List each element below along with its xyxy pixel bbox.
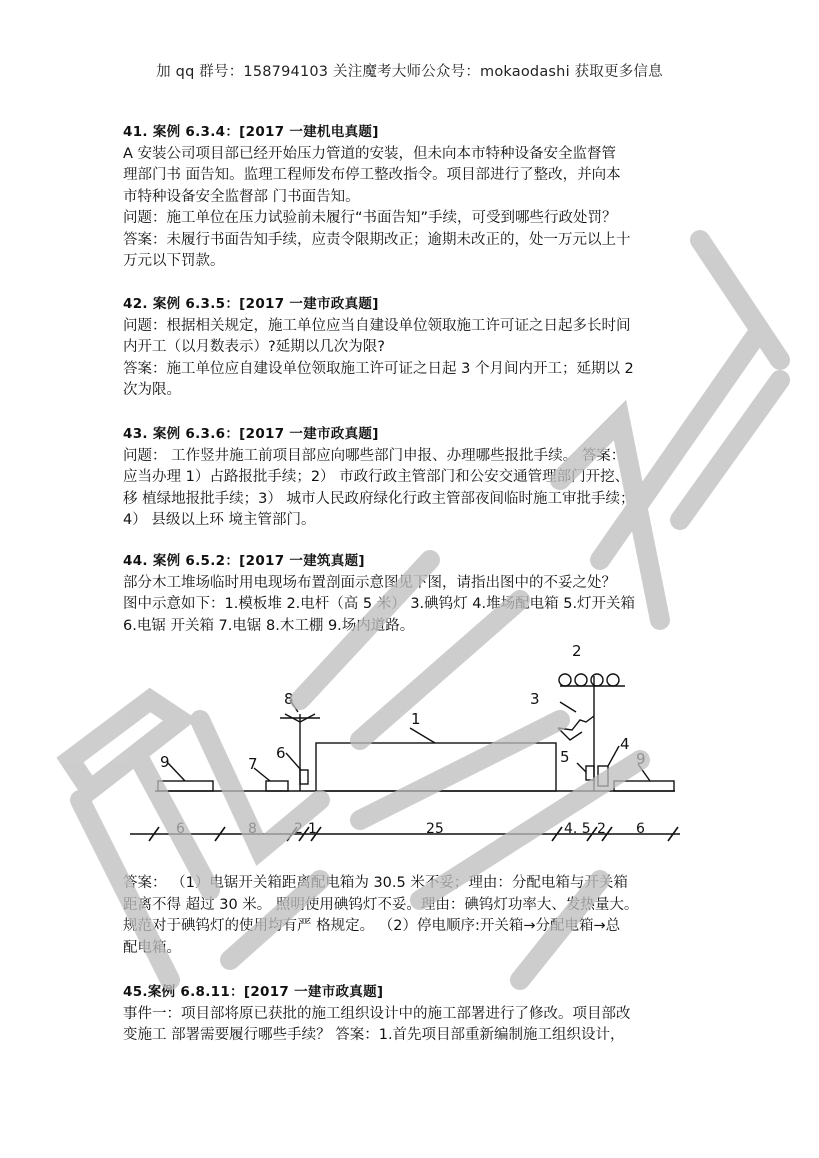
case-45: [123, 982, 703, 1047]
case-41-line: 理部门书 面告知。监理工程师发布停工整改指令。项目部进行了整改，并向本: [123, 167, 621, 183]
case-41: [123, 122, 703, 273]
case-41-title: 41. 案例 6.3.4：[2017 一建机电真题]: [123, 124, 379, 140]
case-45-line: 变施工 部署需要履行哪些手续？ 答案：1.首先项目部重新编制施工组织设计，: [123, 1027, 625, 1043]
electric-saw: [266, 781, 288, 791]
case-41-line: 市特种设备安全监督部 门书面告知。: [123, 188, 360, 205]
formwork-pile: [316, 743, 556, 791]
label-1: 1: [411, 710, 421, 728]
case-42-question: 问题：根据相关规定，施工单位应当自建设单位领取施工许可证之日起多长时间: [123, 317, 631, 334]
case-42-answer: 答案：施工单位应自建设单位领取施工许可证之日起 3 个月间内开工；延期以 2: [123, 360, 634, 377]
iodine-tungsten-lamp: [558, 716, 594, 730]
label-7: 7: [248, 755, 258, 773]
case-44-answer: [123, 873, 703, 959]
case-44-line: 6.电锯 开关箱 7.电锯 8.木工棚 9.场内道路。: [123, 617, 415, 634]
case-42-answer: 次为限。: [123, 382, 181, 398]
case-41-question: 问题：施工单位在压力试验前未履行“书面告知”手续，可受到哪些行政处罚？: [123, 210, 617, 226]
case-42-question: 内开工（以月数表示）?延期以几次为限?: [123, 339, 385, 355]
road-left: [158, 781, 213, 791]
case-44-answer-line: 距离不得 超过 30 米。 照明使用碘钨灯不妥。理由：碘钨灯功率大、发热量大。: [123, 896, 639, 913]
case-42-title: 42. 案例 6.3.5：[2017 一建市政真题]: [123, 296, 379, 312]
label-5: 5: [560, 748, 570, 766]
case-43-line: 移 植绿地报批手续；3） 城市人民政府绿化行政主管部夜间临时施工审批手续；: [123, 490, 635, 507]
page-header: 加 qq 群号：158794103 关注魔考大师公众号：mokaodashi 获取更多信息: [156, 64, 663, 80]
case-41-line: A 安装公司项目部已经开始压力管道的安装，但未向本市特种设备安全监督管: [123, 145, 617, 162]
case-43-line: 应当办理 1）占路报批手续；2） 市政行政主管部门和公安交通管理部门开挖、: [123, 469, 630, 485]
dim-2-right: 2: [597, 821, 606, 837]
case-44-answer-line: 配电箱。: [123, 939, 181, 956]
road-right: [614, 781, 674, 791]
label-2: 2: [572, 642, 582, 660]
label-4: 4: [620, 735, 630, 753]
label-9-right: 9: [636, 750, 646, 768]
site-layout-diagram: [120, 636, 690, 872]
case-44: [123, 551, 703, 637]
case-43-line: 问题： 工作竖井施工前项目部应向哪些部门申报、办理哪些报批手续。 答案：: [123, 447, 626, 464]
label-6: 6: [276, 744, 286, 762]
label-9-left: 9: [160, 753, 170, 771]
distribution-box: [598, 766, 608, 786]
case-45-title: 45.案例 6.8.11：[2017 一建市政真题]: [123, 984, 384, 1000]
case-42: [123, 294, 703, 402]
case-41-answer: 万元以下罚款。: [123, 253, 225, 269]
lamp-switch-box: [586, 766, 594, 780]
case-44-title: 44. 案例 6.5.2：[2017 一建筑真题]: [123, 553, 365, 569]
dim-8: 8: [248, 821, 257, 837]
saw-switch-box: [300, 770, 308, 784]
label-8: 8: [284, 690, 294, 708]
case-44-line: 图中示意如下：1.模板堆 2.电杆（高 5 米） 3.碘钨灯 4.堆场配电箱 5.灯开关箱: [123, 596, 636, 612]
dim-1: 1: [308, 821, 317, 837]
dim-6-right: 6: [636, 821, 645, 837]
dim-25: 25: [426, 821, 444, 837]
case-45-line: 事件一：项目部将原已获批的施工组织设计中的施工部署进行了修改。项目部改: [123, 1005, 631, 1022]
case-44-answer-line: 规范对于碘钨灯的使用均有严 格规定。 （2）停电顺序:开关箱→分配电箱→总: [123, 918, 621, 934]
case-43-line: 4） 县级以上环 境主管部门。: [123, 512, 316, 528]
case-43-title: 43. 案例 6.3.6：[2017 一建市政真题]: [123, 426, 379, 442]
case-41-answer: 答案：未履行书面告知手续，应责令限期改正；逾期未改正的，处一万元以上十: [123, 231, 631, 248]
dim-6-left: 6: [176, 821, 185, 837]
case-44-answer-line: 答案： （1）电锯开关箱距离配电箱为 30.5 米不妥；理由：分配电箱与开关箱: [123, 875, 628, 891]
label-3: 3: [530, 690, 540, 708]
case-43: [123, 424, 703, 532]
case-44-line: 部分木工堆场临时用电现场布置剖面示意图见下图，请指出图中的不妥之处？: [123, 574, 616, 591]
dim-2-left: 2: [294, 821, 303, 837]
dim-4-5: 4. 5: [564, 821, 591, 837]
